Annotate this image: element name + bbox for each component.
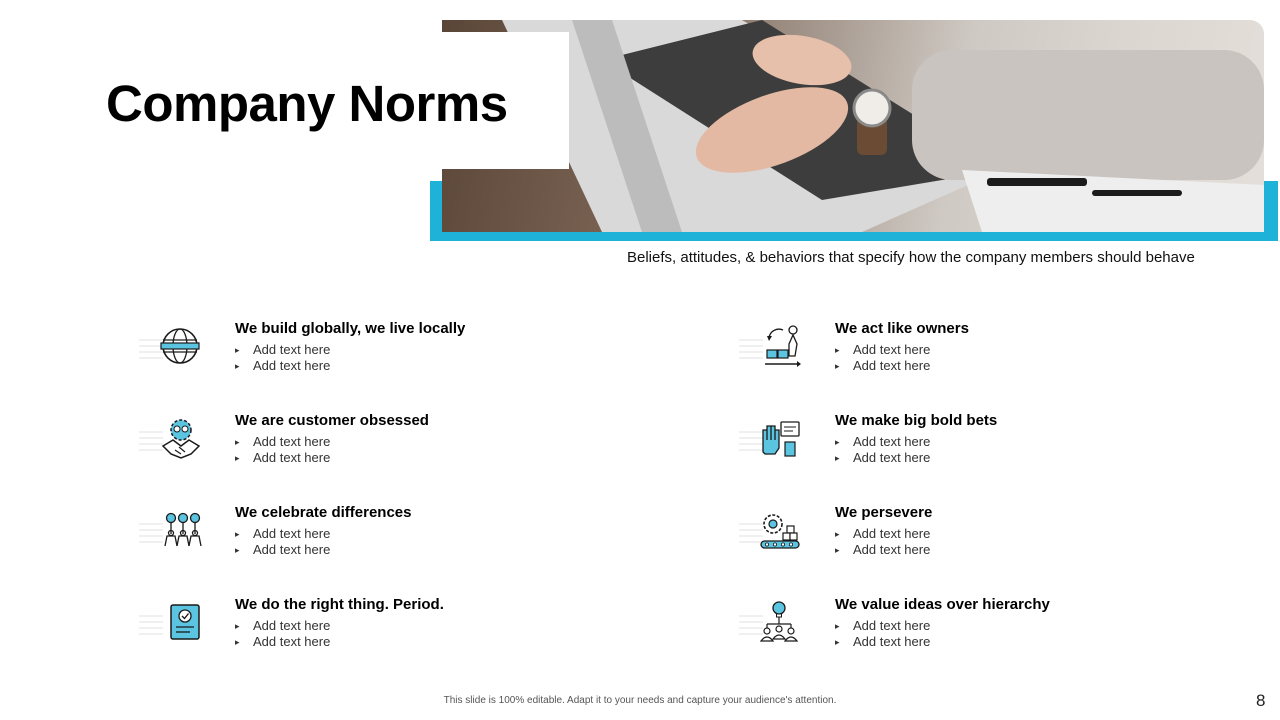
- bullet-text: ▸ Add text here: [235, 358, 330, 374]
- norm-title: We act like owners: [835, 320, 969, 337]
- norm-item: [739, 320, 1259, 390]
- norm-bullets: [235, 434, 330, 466]
- handshake-gear-icon: [139, 412, 209, 468]
- bullet-text: ▸ Add text here: [835, 618, 930, 634]
- norm-bullets: [835, 434, 930, 466]
- bullet-text: ▸ Add text here: [835, 342, 930, 358]
- norm-item: [739, 504, 1259, 574]
- norm-title: We celebrate differences: [235, 504, 412, 521]
- norm-bullets: [835, 342, 930, 374]
- norm-title: We do the right thing. Period.: [235, 596, 444, 613]
- bullet-text: ▸ Add text here: [235, 618, 330, 634]
- norm-item: [739, 596, 1259, 666]
- slide-subtitle: Beliefs, attitudes, & behaviors that specify how the company members should behave: [627, 249, 1195, 266]
- page-number: 8: [1256, 691, 1266, 710]
- checklist-document-icon: [139, 596, 209, 652]
- bullet-text: ▸ Add text here: [835, 542, 930, 558]
- norm-bullets: [235, 526, 330, 558]
- norm-title: We make big bold bets: [835, 412, 998, 429]
- bullet-text: ▸ Add text here: [835, 434, 930, 450]
- norm-bullets: [235, 618, 330, 650]
- norm-title: We build globally, we live locally: [235, 320, 466, 337]
- norm-item: [139, 320, 659, 390]
- norm-title: We are customer obsessed: [235, 412, 429, 429]
- norm-item: [139, 504, 659, 574]
- bullet-text: ▸ Add text here: [235, 342, 330, 358]
- norm-bullets: [235, 342, 330, 374]
- slide-title: Company Norms: [106, 75, 508, 132]
- bullet-text: ▸ Add text here: [235, 526, 330, 542]
- norm-bullets: [835, 618, 930, 650]
- norm-item: [739, 412, 1259, 482]
- bullet-text: ▸ Add text here: [835, 634, 930, 650]
- diverse-people-icon: [139, 504, 209, 560]
- norm-title: We value ideas over hierarchy: [835, 596, 1050, 613]
- bullet-text: ▸ Add text here: [835, 450, 930, 466]
- norm-item: [139, 596, 659, 666]
- owner-boxes-icon: [739, 320, 809, 376]
- norm-item: [139, 412, 659, 482]
- bullet-text: ▸ Add text here: [235, 450, 330, 466]
- norm-title: We persevere: [835, 504, 933, 521]
- gear-conveyor-icon: [739, 504, 809, 560]
- idea-network-icon: [739, 596, 809, 652]
- bullet-text: ▸ Add text here: [235, 634, 330, 650]
- bullet-text: ▸ Add text here: [835, 358, 930, 374]
- footer-note: This slide is 100% editable. Adapt it to your needs and capture your audience's attention.: [443, 695, 837, 706]
- bullet-text: ▸ Add text here: [835, 526, 930, 542]
- norm-bullets: [835, 526, 930, 558]
- bullet-text: ▸ Add text here: [235, 542, 330, 558]
- bullet-text: ▸ Add text here: [235, 434, 330, 450]
- betting-hand-icon: [739, 412, 809, 468]
- globe-icon: [139, 320, 209, 376]
